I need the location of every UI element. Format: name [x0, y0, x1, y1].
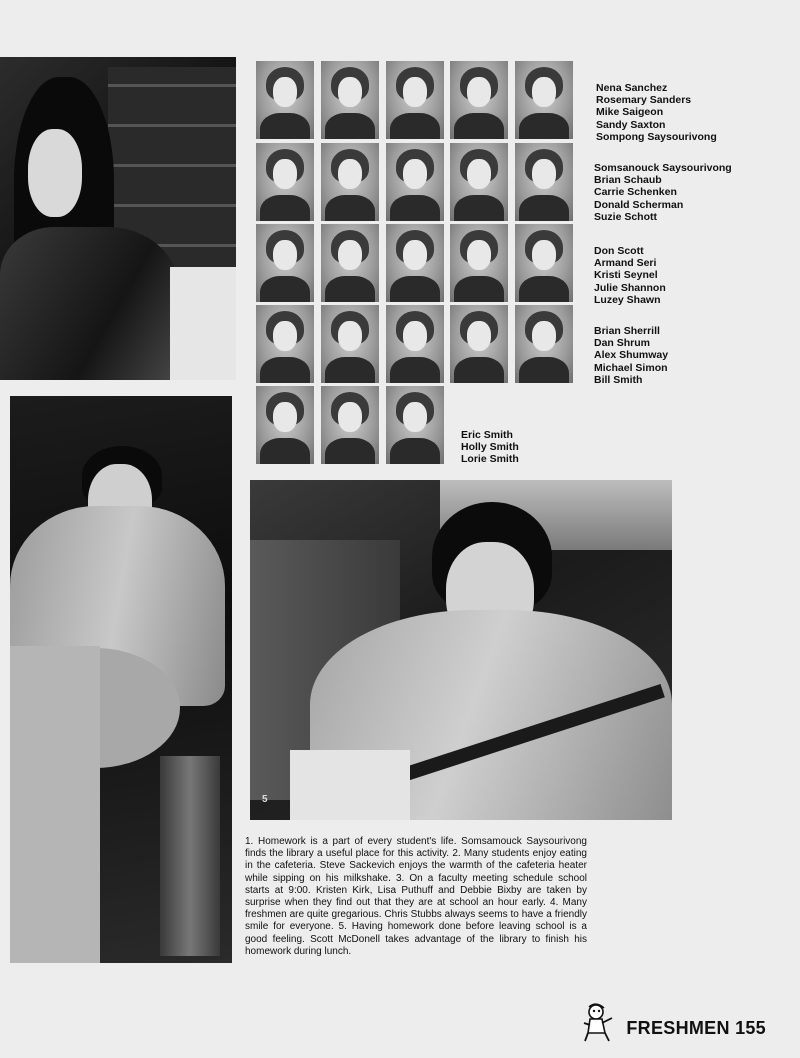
portrait: [515, 224, 573, 302]
paper-shape: [170, 267, 236, 380]
student-name: Mike Saigeon: [596, 106, 664, 119]
student-name: Michael Simon: [594, 361, 668, 374]
portrait: [321, 143, 379, 221]
portrait: [386, 305, 444, 383]
student-name: Holly Smith: [461, 441, 519, 454]
portrait: [256, 224, 314, 302]
name-list-row-3: [594, 245, 666, 306]
portrait: [256, 143, 314, 221]
portrait: [386, 386, 444, 464]
portrait: [515, 143, 573, 221]
portrait: [386, 224, 444, 302]
student-name: Julie Shannon: [594, 281, 666, 294]
student-name: Alex Shumway: [594, 349, 669, 362]
student-name: Luzey Shawn: [594, 293, 661, 306]
student-name: Dan Shrum: [594, 337, 651, 350]
student-name: Suzie Schott: [594, 210, 658, 223]
portrait: [386, 61, 444, 139]
student-name: Rosemary Sanders: [596, 94, 692, 107]
foreground-person-shape: [10, 646, 100, 963]
portrait: [256, 386, 314, 464]
page-folio: FRESHMEN 155: [626, 1018, 766, 1038]
student-name: Lorie Smith: [461, 453, 519, 466]
student-name: Sandy Saxton: [596, 118, 666, 131]
student-name: Kristi Seynel: [594, 269, 658, 282]
student-name: Brian Sherrill: [594, 325, 660, 337]
mascot-icon: [580, 1003, 616, 1043]
name-list-row-2: [594, 162, 732, 223]
student-name: Bill Smith: [594, 373, 643, 386]
chair-shape: [160, 756, 220, 956]
student-name: Somsanouck Saysourivong: [594, 162, 732, 174]
photo-library-girl: [0, 57, 236, 380]
photo-number: 5: [262, 794, 268, 805]
student-name: Carrie Schenken: [594, 186, 677, 199]
portrait: [386, 143, 444, 221]
student-name: Don Scott: [594, 245, 644, 257]
portrait: [321, 305, 379, 383]
portrait: [321, 386, 379, 464]
girl-jacket-shape: [0, 227, 180, 380]
notebook-shape: [290, 750, 410, 820]
portrait: [450, 224, 508, 302]
portrait: [450, 143, 508, 221]
student-name: Sompong Saysourivong: [596, 130, 717, 143]
portrait: [321, 224, 379, 302]
student-name: Nena Sanchez: [596, 82, 668, 94]
photo-caption: 1. Homework is a part of every student's life. Somsamouck Saysourivong finds the library a useful place for this activity. 2. Many students enjoy eating in the cafeteria. Steve Sackevich enjoys the warmth of the cafeteria heater while sipping on his milkshake. 3. On a faculty meeting schedule school starts at 9:00. Kristen Kirk, Lisa Puthuff and Debbie Bixby are taken by surprise when they find out that they are at school an hour early. 4. Many freshmen are quite gregarious. Chris Stubbs always seems to have a friendly smile for everyone. 5. Having homework done before leaving school is a good feeling. Scott McDonell takes advantage of the library to finish his homework during lunch.: [245, 836, 587, 957]
name-list-row-5: [461, 429, 519, 466]
portrait: [256, 305, 314, 383]
name-list-row-1: [596, 82, 717, 143]
portrait: [450, 61, 508, 139]
portrait: [321, 61, 379, 139]
portrait: [450, 305, 508, 383]
portrait: [256, 61, 314, 139]
student-name: Armand Seri: [594, 257, 657, 270]
student-name: Brian Schaub: [594, 174, 662, 187]
girl-face-shape: [28, 129, 82, 217]
photo-library-boy: [250, 480, 672, 820]
name-list-row-4: [594, 325, 668, 386]
portrait: [515, 305, 573, 383]
student-name: Eric Smith: [461, 429, 513, 441]
student-name: Donald Scherman: [594, 198, 684, 211]
portrait: [515, 61, 573, 139]
photo-smiling-boy: [10, 396, 232, 963]
